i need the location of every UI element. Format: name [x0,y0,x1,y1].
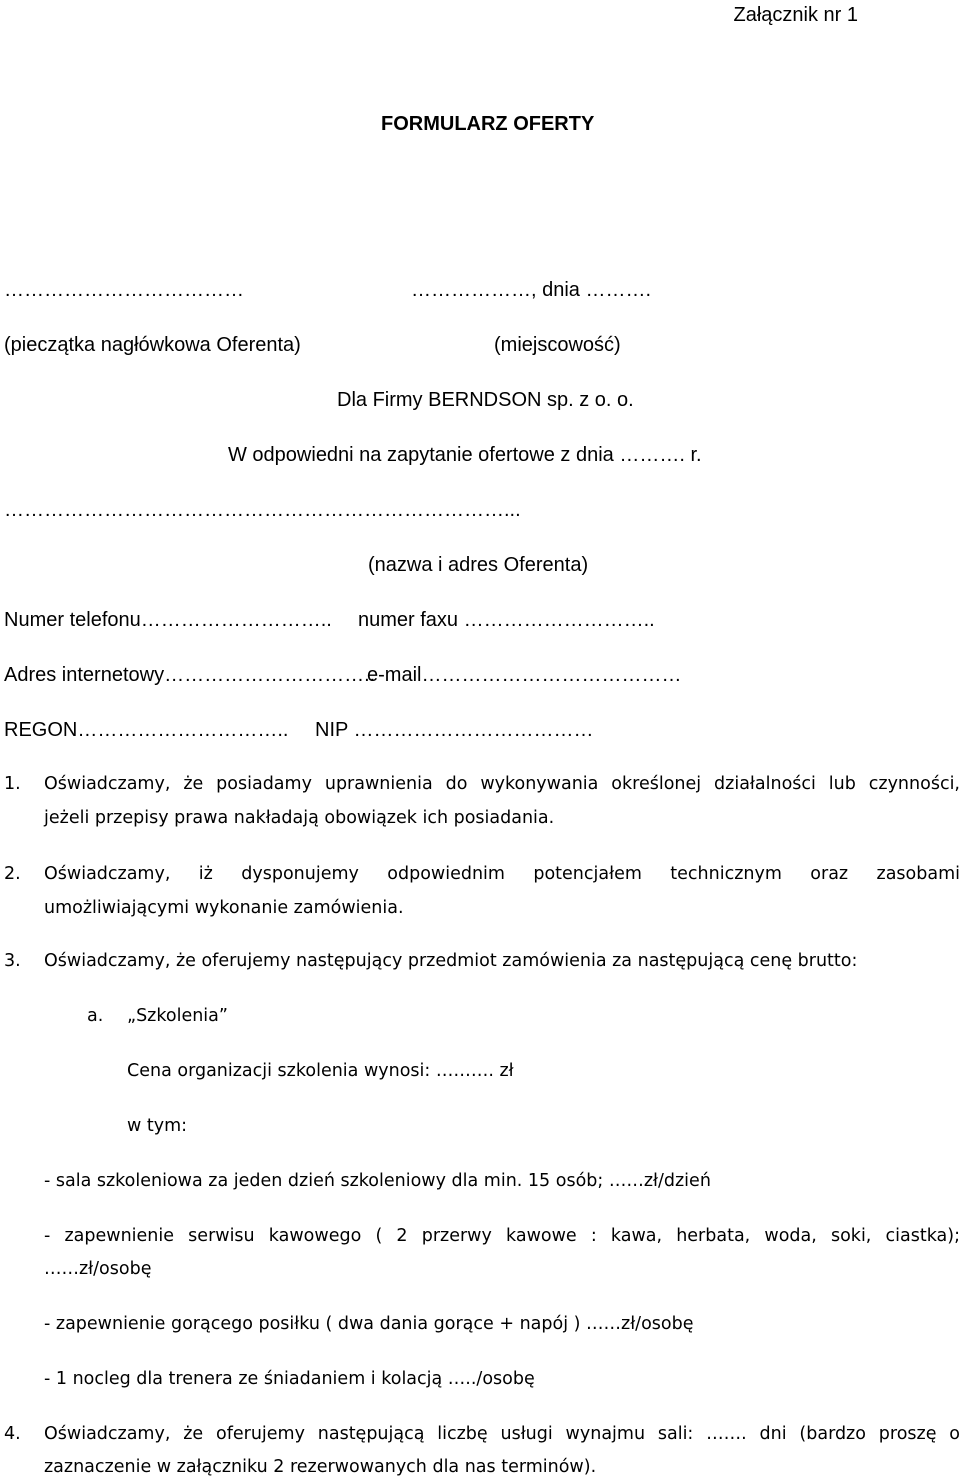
item-2-text-line1: Oświadczamy, iż dysponujemy odpowiednim potencjałem technicznym oraz zasobami [44,864,960,884]
phone-field: Numer telefonu……………………….. [4,609,332,631]
place-caption: (miejscowość) [494,334,621,356]
subitem-letter: a. [87,1006,104,1026]
stamp-placeholder: ……………………………… [4,279,244,301]
cost-coffee-line1: - zapewnienie serwisu kawowego ( 2 przerwy kawowe : kawa, herbata, woda, soki, ciastka); [44,1226,960,1246]
item-3-text: Oświadczamy, że oferujemy następujący przedmiot zamówienia za następującą cenę brutto: [44,951,858,971]
cost-lodging: - 1 nocleg dla trenera ze śniadaniem i kolacją …../osobę [44,1369,535,1389]
item-4-text-line2: zaznaczenie w załączniku 2 rezerwowanych dla nas terminów). [44,1457,597,1477]
item-1-number: 1. [4,774,21,794]
cost-coffee-line2: ……zł/osobę [44,1259,152,1279]
item-2-text-line2: umożliwiającymi wykonanie zamówienia. [44,898,404,918]
item-4-text-line1: Oświadczamy, że oferujemy następującą liczbę usługi wynajmu sali: ……. dni (bardzo proszę o [44,1424,960,1444]
item-1-text-line2: jeżeli przepisy prawa nakładają obowiązek ich posiadania. [44,808,555,828]
email-field: e-mail………………………………… [367,664,682,686]
cost-room: - sala szkoleniowa za jeden dzień szkoleniowy dla min. 15 osób; ……zł/dzień [44,1171,711,1191]
inquiry-line: W odpowiedni na zapytanie ofertowe z dnia ………. r. [228,444,702,466]
including-label: w tym: [127,1116,188,1136]
form-title: FORMULARZ OFERTY [381,113,595,135]
offeror-name-placeholder: …………………………………………………………………... [4,499,521,521]
place-date-placeholder: ………………, dnia ………. [411,279,652,301]
item-2-number: 2. [4,864,21,884]
item-1-text-line1: Oświadczamy, że posiadamy uprawnienia do wykonywania określonej działalności lub czynności, [44,774,960,794]
item-4-number: 4. [4,1424,21,1444]
training-price: Cena organizacji szkolenia wynosi: ………. zł [127,1061,514,1081]
stamp-caption: (pieczątka nagłówkowa Oferenta) [4,334,301,356]
website-field: Adres internetowy………………………….. [4,664,376,686]
cost-meal: - zapewnienie gorącego posiłku ( dwa dania gorące + napój ) ……zł/osobę [44,1314,694,1334]
item-3-number: 3. [4,951,21,971]
fax-field: numer faxu ……………………….. [358,609,655,631]
offeror-name-caption: (nazwa i adres Oferenta) [368,554,589,576]
regon-field: REGON………………………….. [4,719,289,741]
attachment-label: Załącznik nr 1 [733,4,858,26]
recipient: Dla Firmy BERNDSON sp. z o. o. [337,389,634,411]
nip-field: NIP ……………………………… [315,719,594,741]
subitem-name: „Szkolenia” [127,1006,228,1026]
